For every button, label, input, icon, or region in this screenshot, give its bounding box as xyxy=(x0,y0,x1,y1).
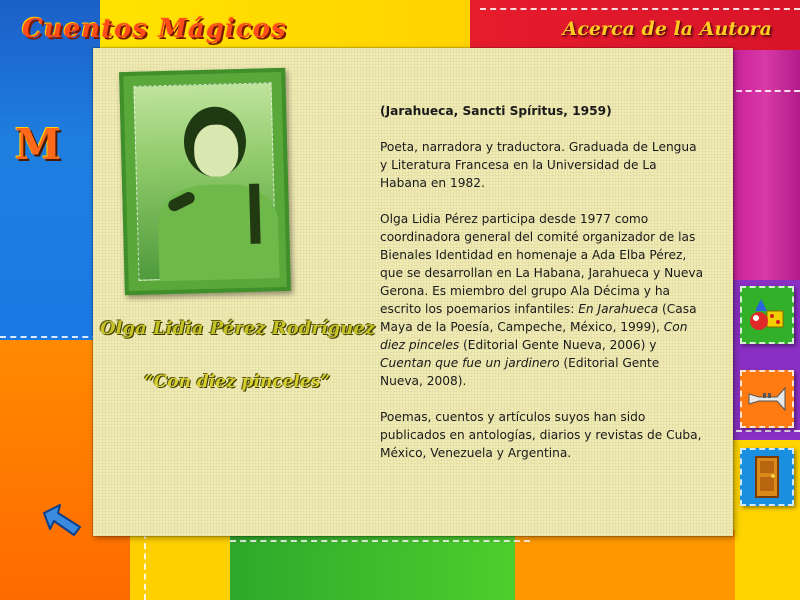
stitch xyxy=(736,430,800,432)
door-button[interactable] xyxy=(740,448,794,506)
patch-magenta xyxy=(730,50,800,280)
book-title: “Con diez pinceles” xyxy=(144,372,331,392)
back-arrow-icon xyxy=(40,503,84,539)
patch-orange-bottom xyxy=(515,530,735,600)
door-icon xyxy=(752,455,782,499)
bio-paragraph-3: Poemas, cuentos y artículos suyos han sido publicados en antologías, diarios y revistas de Cuba, México, Venezuela y Argentina. xyxy=(380,410,702,460)
author-name: Olga Lidia Pérez Rodríguez xyxy=(100,318,376,339)
bio-paragraph-1: Poeta, narradora y traductora. Graduada de Lengua y Literatura Francesa en la Universidad de La Habana en 1982. xyxy=(380,140,697,190)
stitch xyxy=(480,8,800,10)
back-button[interactable] xyxy=(40,503,84,539)
book-en-jarahueca: En Jarahueca xyxy=(578,302,659,316)
bio-paragraph-2: Olga Lidia Pérez participa desde 1977 como coordinadora general del comité organizador de las Bienales Identidad en homenaje a Ada Elba Pérez, que se desarrollan en La Habana, Jarahueca y Nueva Gerona. Es miembro del grupo Ala Décima y ha escrito los poemarios infantiles: En Jarahueca (Casa Maya de la Poesía, Campeche, México, 1999), Con diez pinceles (Editorial Gente Nueva, 2006) y Cuentan que fue un jardinero (Editorial Gente Nueva, 2008). xyxy=(380,212,704,388)
book-con-diez-pinceles: Con diez pinceles xyxy=(380,320,688,352)
app-title: Cuentos Mágicos xyxy=(22,14,287,44)
book-cuentan-jardinero: Cuentan que fue un jardinero xyxy=(380,356,560,370)
patch-yellow-bottom xyxy=(130,530,240,600)
stitch xyxy=(736,90,800,92)
author-photo xyxy=(119,68,291,295)
menu-button[interactable]: M xyxy=(14,119,62,169)
author-bio xyxy=(380,102,706,480)
trumpet-icon xyxy=(745,384,789,414)
section-title: Acerca de la Autora xyxy=(562,18,772,40)
toys-icon xyxy=(747,295,787,335)
stitch xyxy=(230,540,530,542)
patch-blue xyxy=(0,0,100,360)
bio-origin: (Jarahueca, Sancti Spíritus, 1959) xyxy=(380,104,612,118)
games-button[interactable] xyxy=(740,286,794,344)
trumpet-button[interactable] xyxy=(740,370,794,428)
